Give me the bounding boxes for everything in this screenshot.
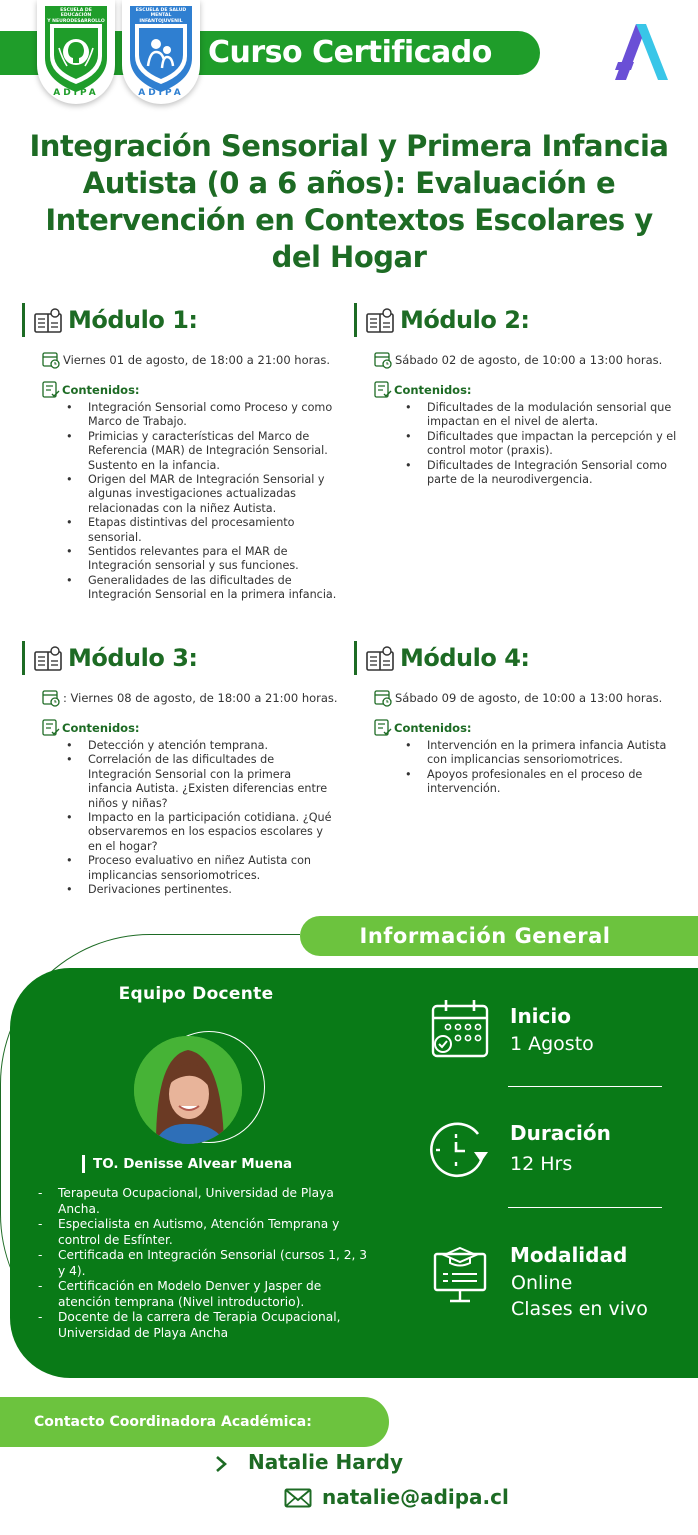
mode-label: Modalidad [510,1243,628,1267]
avatar [134,1036,242,1144]
list-item: • Detección y atención temprana. [88,739,338,753]
badge-school-education [37,0,115,104]
contents-label: Contenidos: [42,381,352,399]
adipa-logo-icon[interactable] [612,22,670,82]
checklist-icon [374,719,392,737]
module-4 [354,641,698,797]
contents-label: Contenidos: [374,719,698,737]
checklist-icon [42,719,60,737]
list-item: - Certificada en Integración Sensorial (cursos 1, 2, 3 y 4). [36,1248,376,1279]
list-item: • Integración Sensorial como Proceso y como Marco de Trabajo. [88,401,350,430]
teacher-bio-list [36,1186,376,1341]
divider [508,1086,662,1087]
contact-title: Contacto Coordinadora Académica: [34,1414,312,1430]
book-idea-icon [33,644,63,672]
calendar-icon [430,998,490,1060]
book-idea-icon [365,306,395,334]
list-item: • Correlación de las dificultades de Integración Sensorial con la primera infancia Autista. ¿Existen diferencias entre niños y niñas? [88,753,338,811]
start-value: 1 Agosto [510,1033,594,1055]
list-item: • Primicias y características del Marco de Referencia (MAR) de Integración Sensorial. Sustento en la infancia. [88,430,350,473]
checklist-icon [374,381,392,399]
course-title: Integración Sensorial y Primera Infancia Autista (0 a 6 años): Evaluación e Intervención en Contextos Escolares y del Hogar [29,129,669,274]
module-date: Viernes 01 de agosto, de 18:00 a 21:00 horas. [42,351,352,369]
list-item: - Especialista en Autismo, Atención Temprana y control de Esfínter. [36,1217,376,1248]
calendar-clock-icon [42,351,60,369]
list-item: • Generalidades de las dificultades de Integración Sensorial en la primera infancia. [88,574,350,603]
list-item: • Intervención en la primera infancia Autista con implicancias sensoriomotrices. [427,739,677,768]
teacher-name: TO. Denisse Alvear Muena [82,1155,292,1173]
divider [508,1207,662,1208]
module-contents-list [88,401,350,603]
badge-left-brand: ADIPA [53,88,99,98]
module-title: Módulo 1: [68,306,198,334]
list-item: • Sentidos relevantes para el MAR de Integración sensorial y sus funciones. [88,545,350,574]
module-title: Módulo 3: [68,644,198,672]
duration-label: Duración [510,1121,611,1145]
module-contents-list [88,739,338,897]
module-header [22,303,352,337]
chevron-right-icon [214,1455,228,1473]
list-item: • Dificultades de la modulación sensorial que impactan en el nivel de alerta. [427,401,689,430]
book-idea-icon [33,306,63,334]
badge-right-line1: ESCUELA DE SALUD MENTAL INFANTOJUVENIL [135,8,187,24]
banner-title: Curso Certificado [208,35,492,70]
list-item: • Origen del MAR de Integración Sensorial y algunas investigaciones actualizadas relacionadas con la niñez Autista. [88,473,350,516]
module-1 [22,303,352,603]
email-icon [284,1488,312,1508]
list-item: • Dificultades que impactan la percepción y el control motor (praxis). [427,430,689,459]
module-title: Módulo 2: [400,306,530,334]
module-contents-list [427,739,677,797]
calendar-clock-icon [42,689,60,707]
module-header [22,641,352,675]
calendar-clock-icon [374,689,392,707]
module-contents-list [427,401,689,487]
contents-label: Contenidos: [374,381,698,399]
module-header [354,641,698,675]
clock-icon [428,1120,490,1180]
duration-value: 12 Hrs [510,1153,573,1175]
start-label: Inicio [510,1004,571,1028]
team-title: Equipo Docente [118,984,274,1004]
module-title: Módulo 4: [400,644,530,672]
list-item: • Derivaciones pertinentes. [88,883,338,897]
list-item: - Terapeuta Ocupacional, Universidad de Playa Ancha. [36,1186,376,1217]
badge-left-line1: ESCUELA DE EDUCACIÓN Y NEURODESARROLLO [47,8,105,24]
calendar-clock-icon [374,351,392,369]
coordinator-email-link[interactable]: natalie@adipa.cl [322,1485,509,1509]
coordinator-name: Natalie Hardy [248,1450,403,1474]
mode-value-live: Clases en vivo [511,1298,648,1320]
teacher-photo [134,1036,242,1144]
online-class-icon [432,1246,488,1304]
list-item: • Apoyos profesionales en el proceso de intervención. [427,768,677,797]
mode-value-online: Online [511,1272,573,1294]
list-item: • Proceso evaluativo en niñez Autista con implicancias sensoriomotrices. [88,854,338,883]
module-3 [22,641,352,897]
module-date: Sábado 02 de agosto, de 10:00 a 13:00 horas. [374,351,698,369]
general-info-title: Información General [359,924,611,948]
list-item: • Impacto en la participación cotidiana. ¿Qué observaremos en los espacios escolares y en el hogar? [88,811,338,854]
list-item: - Docente de la carrera de Terapia Ocupacional, Universidad de Playa Ancha [36,1310,376,1341]
module-date: Sábado 09 de agosto, de 10:00 a 13:00 horas. [374,689,698,707]
badge-right-brand: ADIPA [138,88,184,98]
contents-label: Contenidos: [42,719,352,737]
list-item: • Etapas distintivas del procesamiento sensorial. [88,516,350,545]
checklist-icon [42,381,60,399]
list-item: • Dificultades de Integración Sensorial como parte de la neurodivergencia. [427,459,689,488]
module-date: : Viernes 08 de agosto, de 18:00 a 21:00 horas. [42,689,352,707]
module-header [354,303,698,337]
module-2 [354,303,698,487]
list-item: - Certificación en Modelo Denver y Jasper de atención temprana (Nivel introductorio). [36,1279,376,1310]
book-idea-icon [365,644,395,672]
badge-school-mental-health [122,0,200,104]
